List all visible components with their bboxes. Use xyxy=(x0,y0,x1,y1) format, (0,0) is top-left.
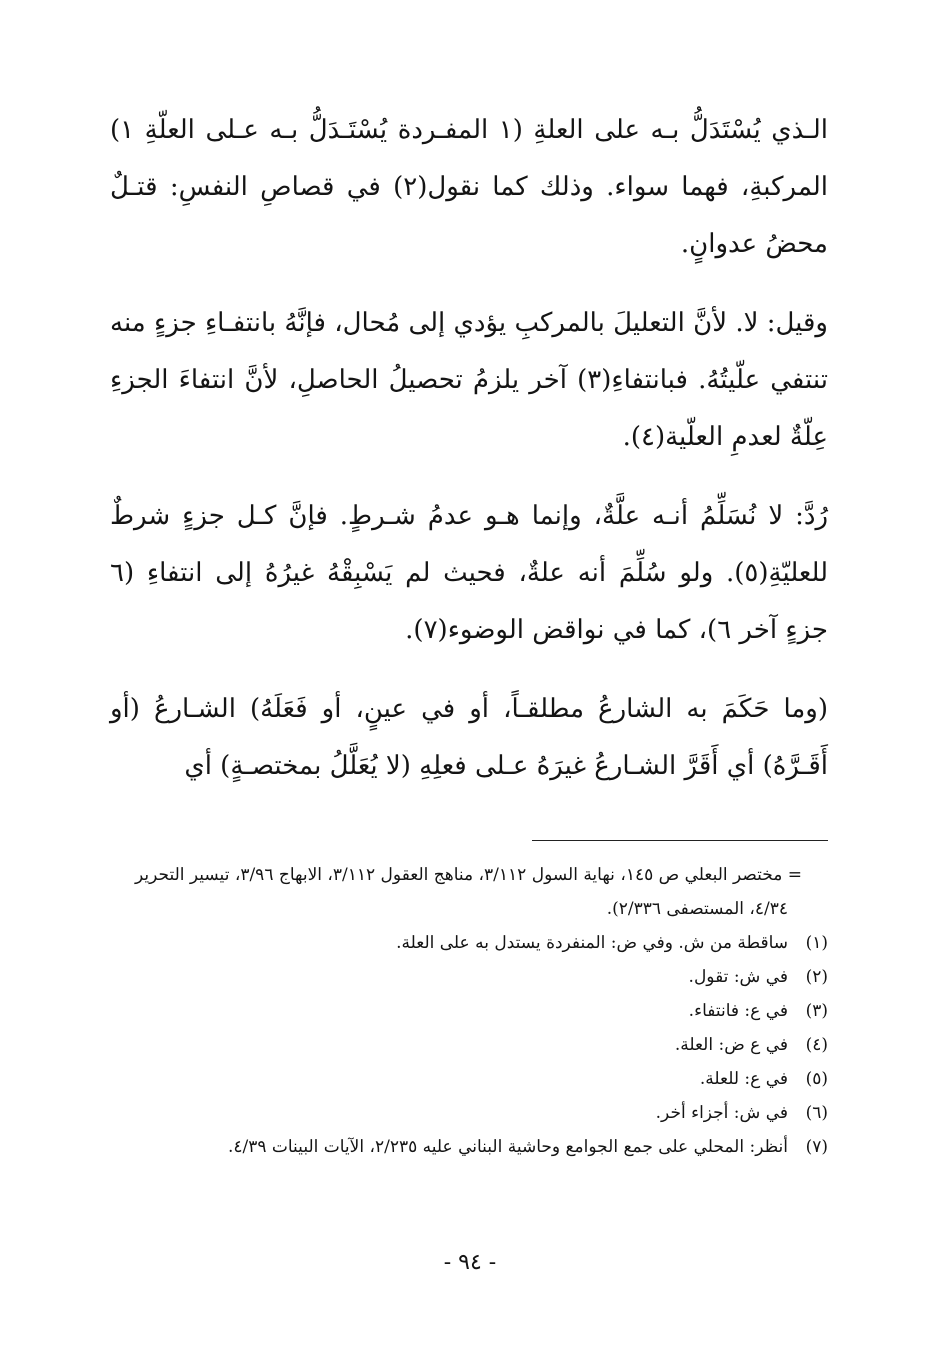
footnote-number: (١) xyxy=(805,933,828,953)
footnote-divider xyxy=(532,840,828,841)
footnote-1 xyxy=(110,926,828,960)
footnote-text: في ع ض: العلة. xyxy=(674,1035,788,1055)
footnote-7 xyxy=(110,1130,828,1164)
paragraph-3: رُدَّ: لا نُسَلِّمُ أنـه علَّةٌ، وإنما هـو عدمُ شـرطٍ. فإنَّ كـل جزءٍ شرطٌ للعليّةِ(٥). ولو سُلِّمَ أنه علةٌ، فحيث لم يَسْبِقْهُ غيرُهُ إلى انتفاءِ (٦ جزءٍ آخر ٦)، كما في نواقض الوضوء(٧). xyxy=(110,501,828,645)
footnote-number: (٤) xyxy=(805,1035,828,1055)
footnote-3 xyxy=(110,994,828,1028)
footnote-4 xyxy=(110,1028,828,1062)
paragraph-2: وقيل: لا. لأنَّ التعليلَ بالمركبِ يؤدي إلى مُحال، فإنَّهُ بانتفـاءِ جزءٍ منه تنتفي علّيتُهُ. فبانتفاءِ(٣) آخر يلزمُ تحصيلُ الحاصلِ، لأنَّ انتفاءَ الجزءِ عِلّةٌ لعدمِ العلّية(٤). xyxy=(110,308,828,452)
footnote-text: أنظر: المحلي على جمع الجوامع وحاشية البناني عليه ٢/٢٣٥، الآيات البينات ٤/٣٩. xyxy=(227,1137,788,1157)
footnotes xyxy=(110,858,828,1164)
footnote-number: (٦) xyxy=(805,1103,828,1123)
page-number: - ٩٤ - xyxy=(443,1250,497,1275)
main-text xyxy=(110,102,828,817)
footnote-6 xyxy=(110,1096,828,1130)
footnote-text: في ش: تقول. xyxy=(688,967,788,987)
paragraph-4: (وما حَكَمَ به الشارعُ مطلقـاً، أو في عينٍ، أو فَعَلَهُ) الشـارعُ (أو أَقَـرَّهُ) أي أَقَرَّ الشـارعُ غيرَهُ عـلى فعلِهِ (لا يُعَلَّلُ بمختصـةٍ) أي xyxy=(110,694,828,781)
footnote-text: في ش: أجزاء أخر. xyxy=(655,1103,788,1123)
footnote-text: في ع: للعلة. xyxy=(699,1069,788,1089)
footnote-number: (٥) xyxy=(805,1069,828,1089)
footnote-5 xyxy=(110,1062,828,1096)
footnote-text: ساقطة من ش. وفي ض: المنفردة يستدل به على العلة. xyxy=(396,933,788,953)
footnote-2 xyxy=(110,960,828,994)
footnote-continuation: = مختصر البعلي ص ١٤٥، نهاية السول ٣/١١٢، مناهج العقول ٣/١١٢، الابهاج ٣/٩٦، تيسير التحرير ٤/٣٤، المستصفى ٢/٣٣٦). xyxy=(134,865,802,919)
paragraph-1: الـذي يُسْتَدَلُّ بـه على العلةِ (١ المفـردة يُسْتَـدَلُّ بـه عـلى العلّةِ ١) المركبةِ، فهما سواء. وذلك كما نقول(٢) في قصاصِ النفسِ: قتـلٌ محضُ عدوانٍ. xyxy=(110,115,829,259)
footnote-number: (٣) xyxy=(805,1001,828,1021)
footnote-number: (٧) xyxy=(805,1137,828,1157)
footnote-number: (٢) xyxy=(805,967,828,987)
footnote-text: في ع: فانتفاء. xyxy=(688,1001,788,1021)
